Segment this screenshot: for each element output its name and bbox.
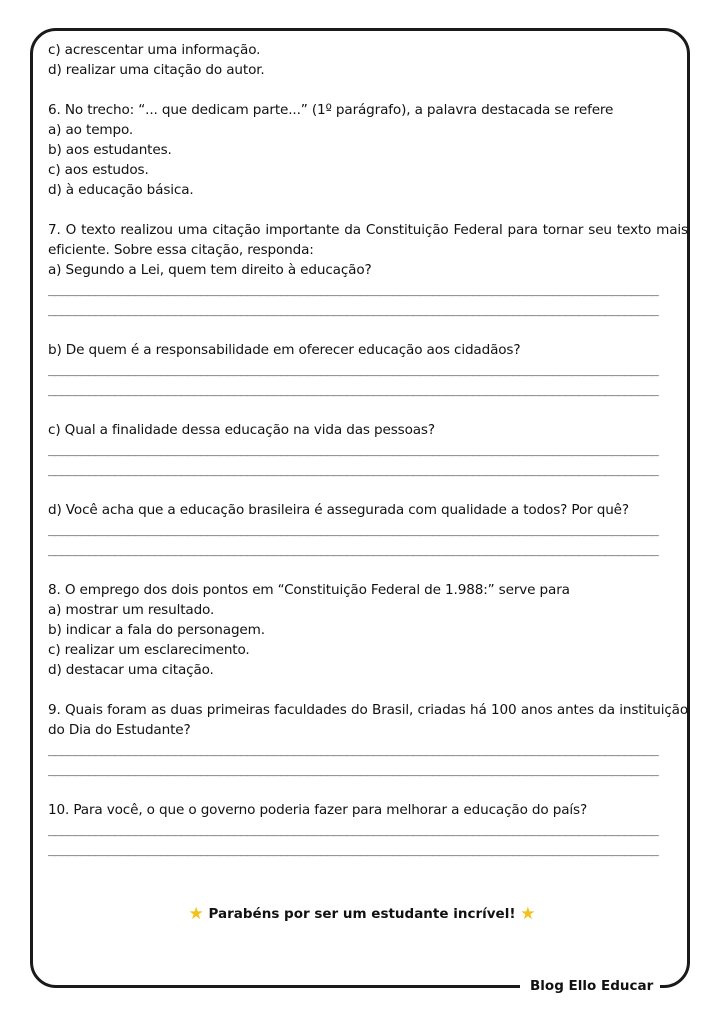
q8-option-d: d) destacar uma citação. xyxy=(48,662,214,678)
q5-option-d: d) realizar uma citação do autor. xyxy=(48,62,265,78)
q6-option-d: d) à educação básica. xyxy=(48,182,194,198)
q6-option-c: c) aos estudos. xyxy=(48,162,149,178)
q8-option-c: c) realizar um esclarecimento. xyxy=(48,642,250,658)
q10-question: 10. Para você, o que o governo poderia fazer para melhorar a educação do país? xyxy=(48,802,588,818)
answer-line: ____________________________________________________________________________________________ xyxy=(48,282,658,297)
star-icon: ★ xyxy=(188,904,204,924)
q7-part-b: b) De quem é a responsabilidade em oferecer educação aos cidadãos? xyxy=(48,342,521,358)
congrats-message xyxy=(0,904,724,924)
answer-line: ____________________________________________________________________________________________ xyxy=(48,822,658,837)
q7-question: 7. O texto realizou uma citação importante da Constituição Federal para tornar seu texto mais eficiente. Sobre essa citação, responda: xyxy=(48,222,688,258)
q6-option-b: b) aos estudantes. xyxy=(48,142,172,158)
q6-question: 6. No trecho: “... que dedicam parte...” (1º parágrafo), a palavra destacada se refere xyxy=(48,102,614,118)
q7-part-c: c) Qual a finalidade dessa educação na vida das pessoas? xyxy=(48,422,435,438)
q5-option-c: c) acrescentar uma informação. xyxy=(48,42,261,58)
answer-line: ____________________________________________________________________________________________ xyxy=(48,762,658,777)
answer-line: ____________________________________________________________________________________________ xyxy=(48,462,658,477)
q8-option-a: a) mostrar um resultado. xyxy=(48,602,215,618)
answer-line: ____________________________________________________________________________________________ xyxy=(48,522,658,537)
answer-line: ____________________________________________________________________________________________ xyxy=(48,362,658,377)
q8-question: 8. O emprego dos dois pontos em “Constituição Federal de 1.988:” serve para xyxy=(48,582,570,598)
congrats-text: Parabéns por ser um estudante incrível! xyxy=(208,906,516,922)
worksheet-content xyxy=(48,40,688,860)
footer-credit: Blog Ello Educar xyxy=(530,978,654,994)
answer-line: ____________________________________________________________________________________________ xyxy=(48,442,658,457)
answer-line: ____________________________________________________________________________________________ xyxy=(48,542,658,557)
q8-option-b: b) indicar a fala do personagem. xyxy=(48,622,265,638)
star-icon: ★ xyxy=(520,904,536,924)
answer-line: ____________________________________________________________________________________________ xyxy=(48,382,658,397)
answer-line: ____________________________________________________________________________________________ xyxy=(48,742,658,757)
q6-option-a: a) ao tempo. xyxy=(48,122,134,138)
q7-part-d: d) Você acha que a educação brasileira é assegurada com qualidade a todos? Por quê? xyxy=(48,502,629,518)
answer-line: ____________________________________________________________________________________________ xyxy=(48,842,658,857)
q7-part-a: a) Segundo a Lei, quem tem direito à educação? xyxy=(48,262,372,278)
q9-question: 9. Quais foram as duas primeiras faculdades do Brasil, criadas há 100 anos antes da instituição do Dia do Estudante? xyxy=(48,702,688,738)
answer-line: ____________________________________________________________________________________________ xyxy=(48,302,658,317)
